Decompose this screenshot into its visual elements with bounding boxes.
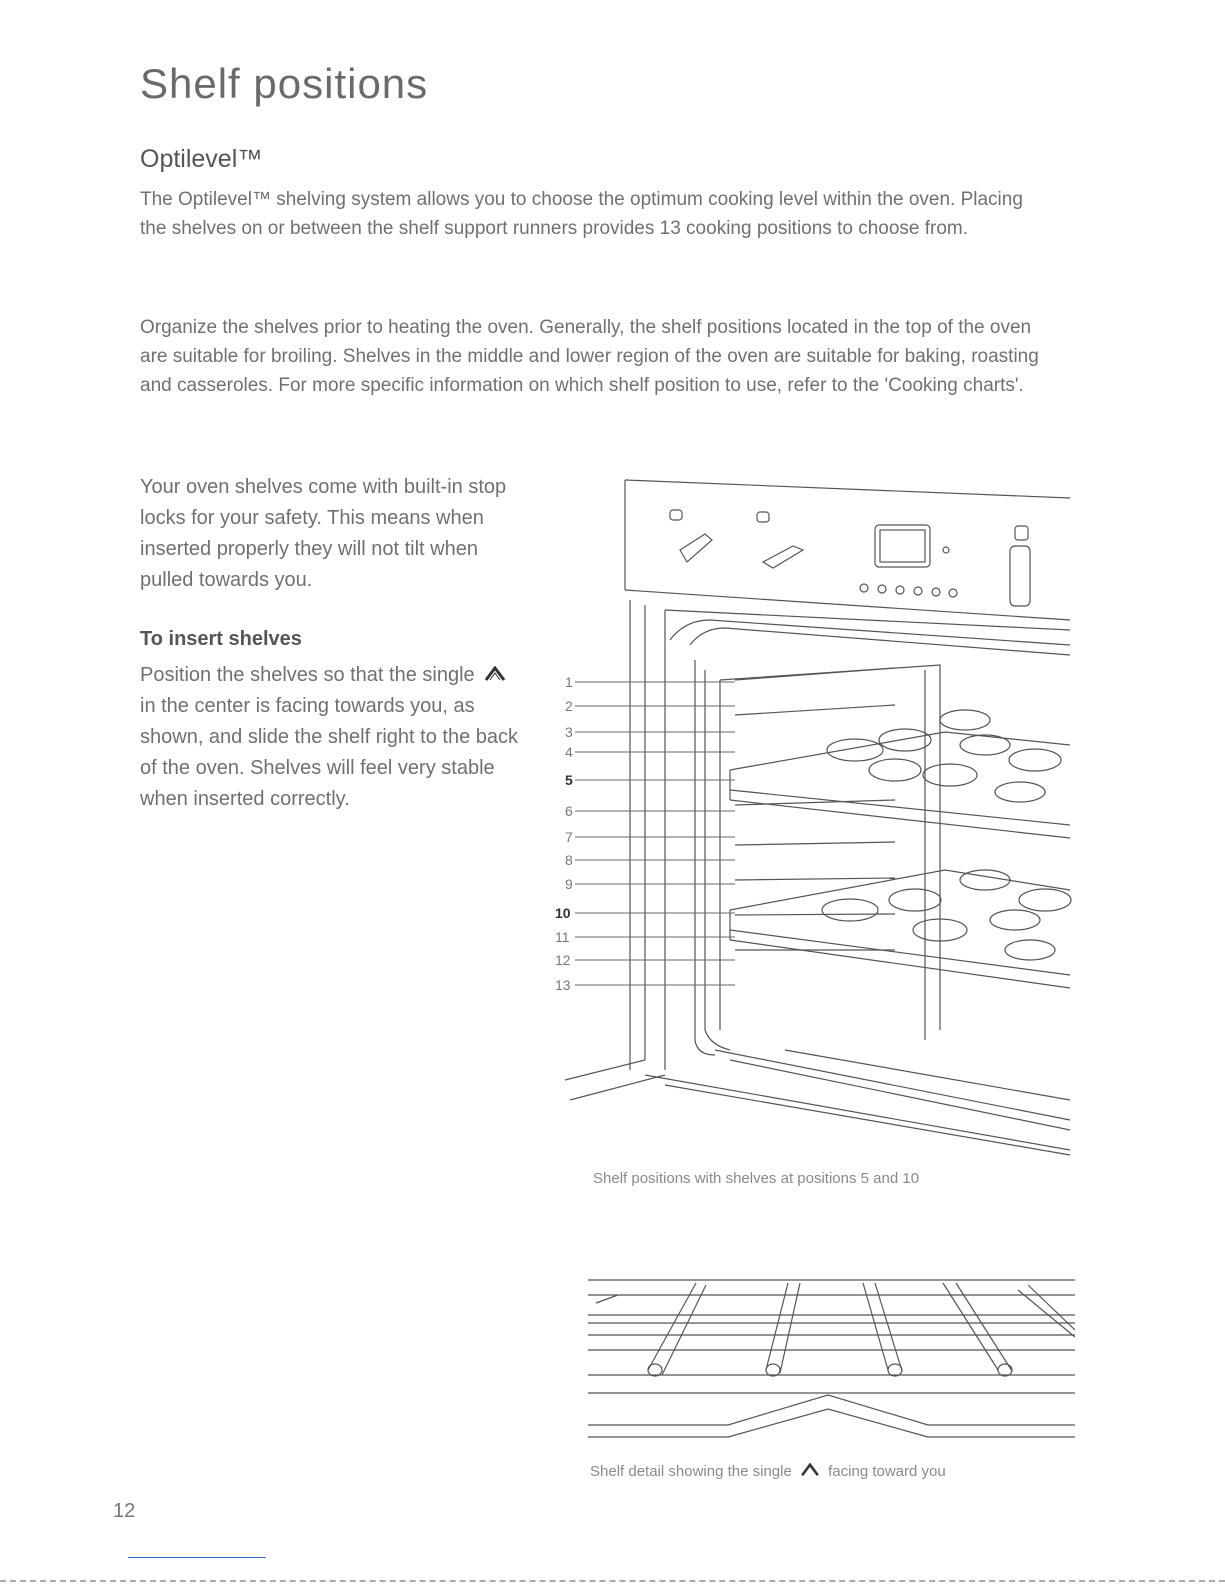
shelf-label-8: 8 [565, 852, 573, 868]
paragraph-organize: Organize the shelves prior to heating the oven. Generally, the shelf positions located in the top of the oven are suitable for broiling. Shelves in the middle and lower region of the oven are suitable for baking, roasting and casseroles. For more specific information on which shelf position to use, refer to the 'Cooking charts'. [140, 317, 1039, 396]
shelf-label-6: 6 [565, 803, 573, 819]
shelf-label-11: 11 [555, 929, 570, 945]
insert-text-after: in the center is facing towards you, as shown, and slide the shelf right to the back of the oven. Shelves will feel very stable when inserted correctly. [140, 695, 519, 810]
shelf-label-7: 7 [565, 829, 573, 845]
paragraph-intro: The Optilevel™ shelving system allows you to choose the optimum cooking level within the oven. Placing the shelves on or between the shelf support runners provides 13 cooking positions to choose from. [140, 189, 1023, 239]
section-heading-insert: To insert shelves [140, 628, 302, 650]
shelf-label-2: 2 [565, 698, 573, 714]
section-heading-optilevel: Optilevel™ [140, 145, 263, 173]
caret-up-icon [800, 1463, 820, 1477]
shelf-label-5: 5 [565, 772, 573, 788]
oven-illustration [545, 470, 1075, 1160]
oven-figure-caption: Shelf positions with shelves at positions 5 and 10 [593, 1170, 920, 1187]
insert-text-before: Position the shelves so that the single [140, 664, 475, 686]
shelf-label-13: 13 [555, 977, 571, 993]
shelf-label-12: 12 [555, 952, 571, 968]
shelf-label-1: 1 [565, 674, 573, 690]
shelf-caption-after: facing toward you [828, 1463, 946, 1480]
shelf-detail-illustration [588, 1275, 1075, 1450]
page-edge-rule [0, 1580, 1225, 1582]
page-title: Shelf positions [140, 60, 429, 107]
paragraph-insert [140, 660, 520, 815]
shelf-label-3: 3 [565, 724, 573, 740]
shelf-label-9: 9 [565, 876, 573, 892]
shelf-detail-caption [590, 1463, 946, 1480]
shelf-label-4: 4 [565, 744, 573, 760]
page-number: 12 [113, 1500, 136, 1522]
shelf-caption-before: Shelf detail showing the single [590, 1463, 792, 1480]
shelf-label-10: 10 [555, 905, 571, 921]
paragraph-stop-locks: Your oven shelves come with built-in stop locks for your safety. This means when inserted properly they will not tilt when pulled towards you. [140, 476, 507, 591]
caret-up-icon [484, 666, 506, 682]
footer-rule [128, 1557, 266, 1558]
